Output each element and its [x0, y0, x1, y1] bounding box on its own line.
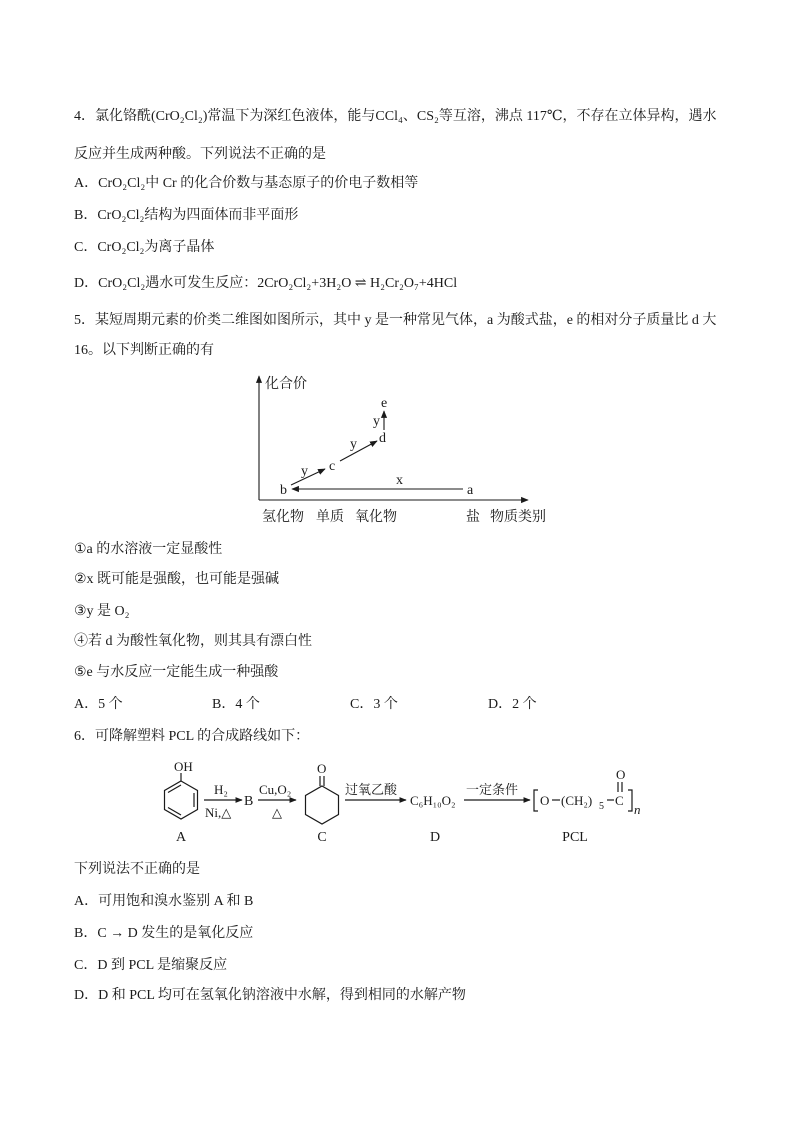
pcl-ester-oxygen: O: [540, 793, 550, 808]
compound-d-formula: C₆H₁₀O₂: [410, 793, 456, 808]
compound-d-label: D: [429, 830, 441, 845]
point-c: c: [329, 459, 336, 474]
q6-question: 下列说法不正确的是: [74, 862, 200, 877]
pcl-repeat-n: n: [634, 802, 641, 817]
q4-option-a: A．CrO₂Cl₂中 Cr 的化合价数与基态原子的价电子数相等: [74, 176, 419, 191]
step1-reagent: H₂: [214, 782, 228, 797]
arrow-d-to-e-label: y: [373, 414, 380, 429]
pcl-carbonyl-carbon: C: [615, 793, 624, 808]
step4-condition: 一定条件: [466, 782, 519, 797]
arrow-c-to-d-label: y: [350, 437, 357, 452]
step2-reagent: Cu,O₂: [259, 782, 292, 797]
point-b: b: [280, 483, 287, 498]
q4-option-b: B．CrO₂Cl₂结构为四面体而非平面形: [74, 208, 299, 223]
step3-reagent: 过氧乙酸: [345, 782, 398, 797]
q5-choice-c: C．3 个: [350, 697, 398, 712]
arrow-b-to-c: [291, 469, 325, 485]
q6-stem: 6．可降解塑料 PCL 的合成路线如下：: [74, 729, 310, 744]
pcl-carbonyl-oxygen: O: [616, 767, 626, 782]
pcl-chain: (CH₂): [561, 793, 593, 808]
q6-option-b: B．C → D 发生的是氧化反应: [74, 926, 254, 941]
compound-b: B: [244, 794, 254, 809]
q5-statement-1: ①a 的水溶液一定显酸性: [74, 542, 223, 557]
ketone-oxygen: O: [317, 761, 327, 776]
point-d: d: [379, 431, 386, 446]
q5-stem-line2: 16。以下判断正确的有: [74, 343, 214, 358]
point-a: a: [467, 483, 474, 498]
arrow-b-to-c-label: y: [301, 464, 308, 479]
category-hydride: 氢化物: [262, 510, 304, 525]
q4-stem-line1: 4．氯化铬酰(CrO₂Cl₂)常温下为深红色液体，能与CCl₄、CS₂等互溶，沸点 117℃，不存在立体异构，遇水: [74, 109, 717, 124]
q5-statement-2: ②x 既可能是强酸，也可能是强碱: [74, 572, 280, 587]
q5-statement-3: ③y 是 O₂: [74, 604, 130, 619]
step1-condition: Ni,△: [205, 805, 232, 820]
category-element: 单质: [316, 510, 344, 525]
phenol-structure: [165, 773, 198, 819]
pcl-synthesis-scheme: [150, 755, 650, 850]
q6-option-a: A．可用饱和溴水鉴别 A 和 B: [74, 894, 254, 909]
q5-choice-b: B．4 个: [212, 697, 260, 712]
cyclohexanone-structure: [306, 776, 339, 824]
q6-option-d: D．D 和 PCL 均可在氢氧化钠溶液中水解，得到相同的水解产物: [74, 988, 466, 1003]
category-oxide: 氧化物: [355, 510, 397, 525]
valence-category-diagram: [250, 368, 560, 528]
q5-statement-5: ⑤e 与水反应一定能生成一种强酸: [74, 665, 279, 680]
y-axis-label: 化合价: [265, 377, 307, 392]
x-axis-label: 物质类别: [490, 510, 546, 525]
q4-option-d: D．CrO₂Cl₂遇水可发生反应：2CrO₂Cl₂+3H₂O ⇌ H₂Cr₂O₇+4HCl: [74, 276, 458, 291]
q5-choice-a: A．5 个: [74, 697, 123, 712]
q5-stem-line1: 5．某短周期元素的价类二维图如图所示，其中 y 是一种常见气体，a 为酸式盐，e 的相对分子质量比 d 大: [74, 313, 717, 328]
phenol-oh: OH: [174, 759, 193, 774]
step2-condition: △: [272, 805, 282, 820]
q5-statement-4: ④若 d 为酸性氧化物，则其具有漂白性: [74, 634, 312, 649]
category-salt: 盐: [466, 510, 480, 525]
point-e: e: [381, 396, 388, 411]
pcl-chain-subscript: 5: [599, 801, 604, 812]
pcl-label: PCL: [562, 830, 588, 845]
arrow-a-to-b-label: x: [396, 473, 403, 488]
q6-option-c: C．D 到 PCL 是缩聚反应: [74, 958, 228, 973]
q4-option-c: C．CrO₂Cl₂为离子晶体: [74, 240, 215, 255]
compound-c-label: C: [317, 830, 327, 845]
q5-choice-d: D．2 个: [488, 697, 537, 712]
arrow-c-to-d: [340, 441, 377, 461]
q4-stem-line2: 反应并生成两种酸。下列说法不正确的是: [74, 147, 326, 162]
compound-a-label: A: [175, 830, 187, 845]
